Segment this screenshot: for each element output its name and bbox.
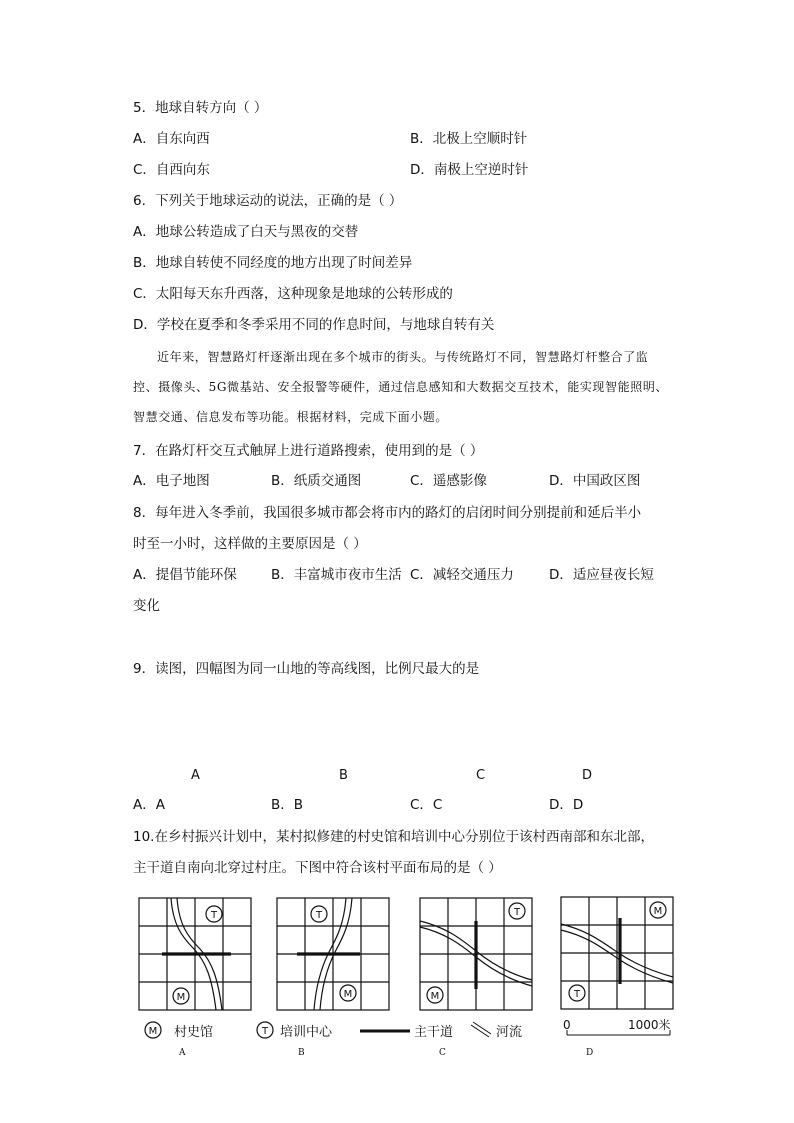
q9-option-d[interactable]: D．D [549,797,584,813]
q5-stem: 5．地球自转方向（ ） [133,100,268,116]
training-center-symbol-b: T [315,910,323,921]
q6-option-a[interactable]: A．地球公转造成了白天与黑夜的交替 [133,224,359,240]
q6-stem: 6．下列关于地球运动的说法，正确的是（ ） [133,193,403,209]
q8-stem-line2: 时至一小时，这样做的主要原因是（ ） [133,536,367,552]
river-legend-icon [471,1022,491,1037]
q9-stem: 9．读图，四幅图为同一山地的等高线图，比例尺最大的是 [133,661,480,677]
q8-option-d-continued: 变化 [133,598,160,614]
svg-text:M: M [148,1026,158,1037]
figure-label-b: B [339,768,348,783]
training-center-symbol-c: T [513,907,521,918]
panel-label-c: C [439,1048,446,1058]
q6-option-b[interactable]: B．地球自转使不同经度的地方出现了时间差异 [133,255,413,271]
figure-label-d: D [582,768,593,783]
q8-stem-line1: 8．每年进入冬季前，我国很多城市都会将市内的路灯的启闭时间分别提前和延后半小 [133,505,642,521]
q8-option-d[interactable]: D．适应昼夜长短 [549,567,654,583]
legend-road-label: 主干道 [414,1025,454,1040]
scale-end: 1000米 [628,1018,671,1032]
q8-option-c[interactable]: C．减轻交通压力 [410,567,514,583]
village-layout-figures [0,885,794,1065]
q8-option-b[interactable]: B．丰富城市夜市生活 [271,567,402,583]
q5-option-a[interactable]: A．自东向西 [133,131,210,147]
panel-label-a: A [179,1048,186,1058]
legend-training-label: 培训中心 [280,1025,333,1040]
q10-stem-line2: 主干道自南向北穿过村庄。下图中符合该村平面布局的是（ ） [133,860,502,876]
museum-symbol-a: M [176,992,186,1003]
figure-label-c: C [476,768,486,783]
q8-option-a[interactable]: A．提倡节能环保 [133,567,237,583]
q9-option-c[interactable]: C．C [410,797,443,813]
q7-stem: 7．在路灯杆交互式触屏上进行道路搜索，使用到的是（ ） [133,443,484,459]
map-legend [145,1017,671,1040]
museum-symbol-b: M [343,989,353,1000]
legend-river-label: 河流 [496,1025,523,1040]
training-center-symbol-d: T [573,989,581,1000]
q7-option-c[interactable]: C．遥感影像 [410,473,487,489]
scale-zero: 0 [563,1018,571,1032]
q10-stem-line1: 10.在乡村振兴计划中，某村拟修建的村史馆和培训中心分别位于该村西南部和东北部， [133,829,654,845]
q9-option-a[interactable]: A．A [133,797,165,813]
q5-option-c[interactable]: C．自西向东 [133,162,210,178]
q7-option-b[interactable]: B．纸质交通图 [271,473,362,489]
contour-figures [0,680,794,760]
panel-label-b: B [298,1048,305,1058]
museum-symbol-c: M [430,991,440,1002]
museum-symbol-d: M [653,906,663,917]
q9-option-b[interactable]: B．B [271,797,304,813]
figure-label-a: A [191,768,200,783]
reading-passage: 近年来，智慧路灯杆逐渐出现在多个城市的街头。与传统路灯不同，智慧路灯杆整合了监控、摄像头、5G微基站、安全报警等硬件，通过信息感知和大数据交互技术，能实现智能照明、智慧交通、信息发布等功能。根据材料，完成下面小题。 [133,350,669,424]
svg-text:T: T [261,1026,269,1037]
q7-option-a[interactable]: A．电子地图 [133,473,210,489]
panel-label-d: D [586,1048,594,1058]
q6-option-d[interactable]: D．学校在夏季和冬季采用不同的作息时间，与地球自转有关 [133,317,495,333]
q5-option-b[interactable]: B．北极上空顺时针 [410,131,528,147]
q7-option-d[interactable]: D．中国政区图 [549,473,641,489]
q6-option-c[interactable]: C．太阳每天东升西落，这种现象是地球的公转形成的 [133,286,453,302]
legend-museum-label: 村史馆 [174,1025,214,1040]
training-center-symbol-a: T [210,910,218,921]
q5-option-d[interactable]: D．南极上空逆时针 [410,162,529,178]
